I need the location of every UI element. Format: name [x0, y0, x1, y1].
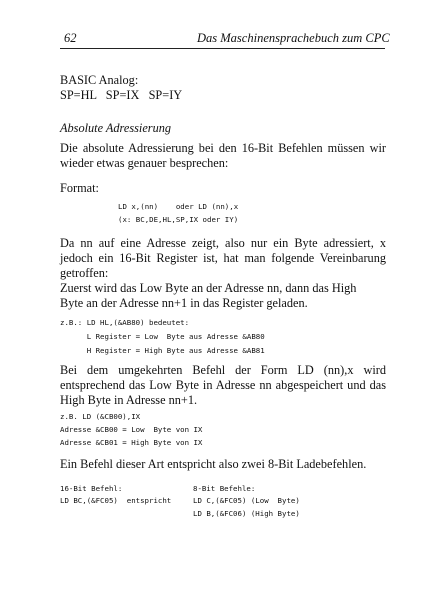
comparison-right-line: LD C,(&FC05) (Low Byte) — [193, 496, 300, 505]
example1-line: L Register = Low Byte aus Adresse &AB80 — [60, 332, 265, 341]
format-code-line: (x: BC,DE,HL,SP,IX oder IY) — [118, 215, 239, 224]
explain-line: Zuerst wird das Low Byte an der Adresse nn, dann das High — [60, 281, 357, 295]
page-number: 62 — [64, 31, 77, 45]
section-heading: Absolute Adressierung — [60, 121, 172, 135]
header-rule — [60, 48, 385, 49]
explain-line: Byte an der Adresse nn+1 in das Register geladen. — [60, 296, 308, 310]
basic-analog-label: BASIC Analog: — [60, 73, 139, 87]
comparison-left-header: 16-Bit Befehl: — [60, 484, 123, 493]
format-code-line: LD x,(nn) oder LD (nn),x — [118, 202, 239, 211]
reverse-paragraph: Bei dem umgekehrten Befehl der Form LD (nn),x wird entsprechend das Low Byte in Adresse nn abgespeichert und das High Byte in Adresse nn+1. — [60, 363, 386, 407]
example1-line: z.B.: LD HL,(&AB80) bedeutet: — [60, 318, 190, 327]
running-header-title: Das Maschinensprachebuch zum CPC — [197, 31, 390, 45]
intro-paragraph: Die absolute Adressierung bei den 16-Bit Befehlen müssen wir wieder etwas genauer besprechen: — [60, 141, 386, 170]
example1-line: H Register = High Byte aus Adresse &AB81 — [60, 346, 265, 355]
example2-line: Adresse &CB00 = Low Byte von IX — [60, 425, 203, 434]
format-label: Format: — [60, 181, 99, 195]
comparison-right-header: 8-Bit Befehle: — [193, 484, 256, 493]
example2-line: z.B. LD (&CB00),IX — [60, 412, 141, 421]
comparison-right-line: LD B,(&FC06) (High Byte) — [193, 509, 300, 518]
example2-line: Adresse &CB01 = High Byte von IX — [60, 438, 203, 447]
conclusion-sentence: Ein Befehl dieser Art entspricht also zwei 8-Bit Ladebefehlen. — [60, 457, 367, 471]
explain-paragraph: Da nn auf eine Adresse zeigt, also nur ein Byte adressiert, x jedoch ein 16-Bit Register ist, hat man folgende Vereinbarung getroffen: — [60, 236, 386, 280]
basic-analog-line: SP=HL SP=IX SP=IY — [60, 88, 183, 102]
comparison-left-line: LD BC,(&FC05) entspricht — [60, 496, 172, 505]
